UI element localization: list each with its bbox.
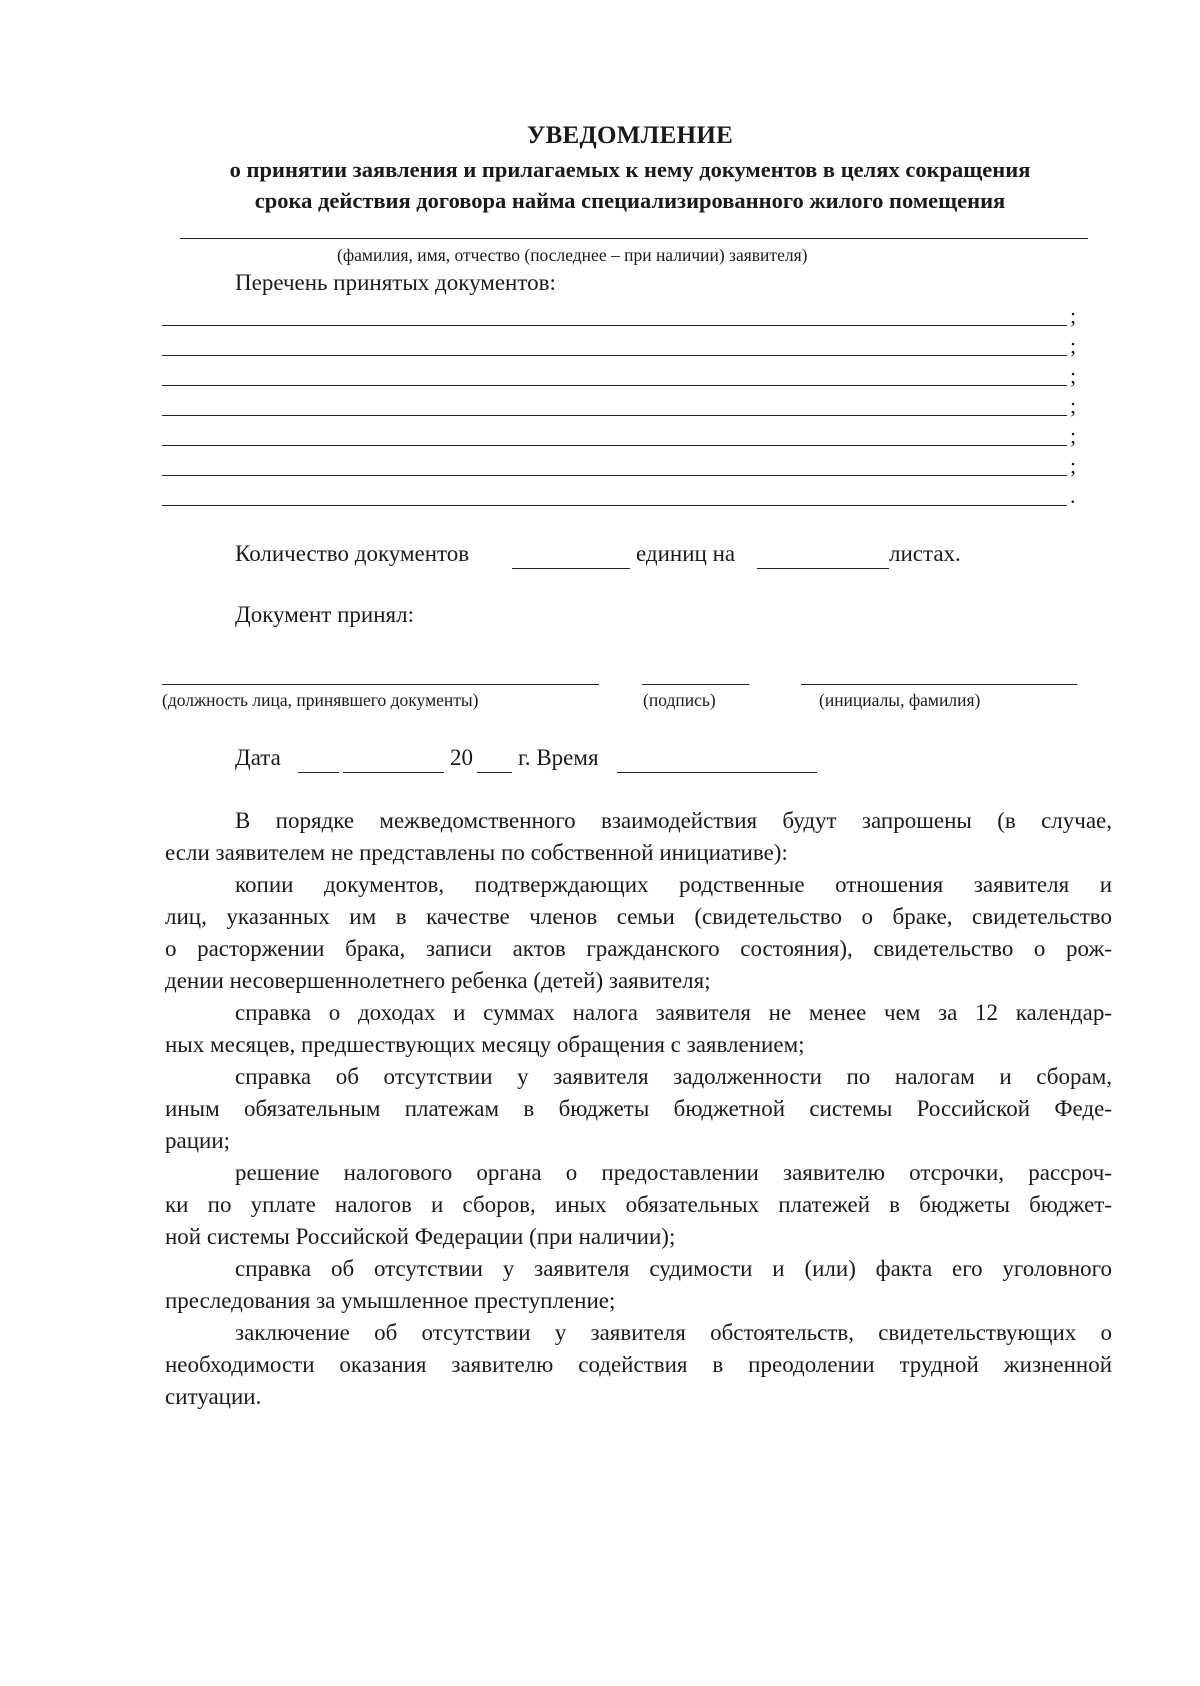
paragraph-line: рации;: [165, 1128, 231, 1153]
quantity-sheets-label: листах.: [889, 541, 961, 566]
document-entry-end-6: ;: [1070, 453, 1077, 478]
document-subtitle-line-1: о принятии заявления и прилагаемых к нему документов в целях сокращения: [229, 157, 1031, 182]
quantity-sheets-blank: [757, 568, 889, 569]
item-criminal-record-certificate: [165, 1253, 1112, 1317]
paragraph-line: если заявителем не представлены по собственной инициативе):: [165, 840, 788, 865]
paragraph-line: иным обязательным платежам в бюджеты бюджетной системы Российской Феде-: [165, 1096, 1112, 1121]
paragraph-line: В порядке межведомственного взаимодействия будут запрошены (в случае,: [235, 808, 1112, 833]
position-line: [162, 684, 599, 685]
paragraph-line: необходимости оказания заявителю содействия в преодолении трудной жизненной: [165, 1352, 1112, 1377]
date-label: Дата: [235, 745, 281, 770]
document-subtitle-line-2: срока действия договора найма специализированного жилого помещения: [254, 188, 1006, 213]
date-year-prefix: 20: [450, 745, 473, 770]
interagency-intro-paragraph: [165, 805, 1112, 869]
paragraph-line: ных месяцев, предшествующих месяцу обращения с заявлением;: [165, 1032, 805, 1057]
document-entry-end-7: .: [1070, 483, 1076, 508]
documents-heading: Перечень принятых документов:: [235, 270, 556, 295]
quantity-units-label: единиц на: [636, 541, 736, 566]
document-entry-line-2: [162, 355, 1067, 356]
paragraph-line: справка об отсутствии у заявителя судимости и (или) факта его уголовного: [235, 1256, 1112, 1281]
document-title: УВЕДОМЛЕНИЕ: [526, 122, 734, 149]
document-entry-line-4: [162, 415, 1067, 416]
item-hardship-conclusion: [165, 1317, 1112, 1413]
paragraph-line: ситуации.: [165, 1384, 262, 1409]
document-entry-line-5: [162, 445, 1067, 446]
item-tax-debt-certificate: [165, 1061, 1112, 1157]
acceptance-label: Документ принял:: [235, 602, 414, 627]
time-blank: [617, 772, 817, 773]
paragraph-line: справка об отсутствии у заявителя задолженности по налогам и сборам,: [235, 1064, 1112, 1089]
paragraph-line: копии документов, подтверждающих родственные отношения заявителя и: [235, 872, 1112, 897]
document-entry-end-2: ;: [1070, 333, 1077, 358]
position-caption: (должность лица, принявшего документы): [162, 690, 479, 710]
document-entry-end-3: ;: [1070, 363, 1077, 388]
paragraph-line: решение налогового органа о предоставлении заявителю отсрочки, рассроч-: [235, 1160, 1112, 1185]
paragraph-line: лиц, указанных им в качестве членов семьи (свидетельство о браке, свидетельство: [165, 904, 1112, 929]
document-entry-end-1: ;: [1070, 303, 1077, 328]
item-tax-deferral-decision: [165, 1157, 1112, 1253]
document-entry-end-4: ;: [1070, 393, 1077, 418]
paragraph-line: справка о доходах и суммах налога заявителя не менее чем за 12 календар-: [235, 1000, 1112, 1025]
paragraph-line: ки по уплате налогов и сборов, иных обязательных платежей в бюджеты бюджет-: [165, 1192, 1112, 1217]
signature-line: [642, 684, 749, 685]
name-line: [801, 684, 1077, 685]
paragraph-line: о расторжении брака, записи актов гражданского состояния), свидетельство о рож-: [165, 936, 1112, 961]
document-entry-line-7: [162, 505, 1067, 506]
signature-caption: (подпись): [643, 690, 716, 710]
quantity-label: Количество документов: [235, 541, 470, 566]
applicant-caption: (фамилия, имя, отчество (последнее – при наличии) заявителя): [337, 245, 808, 265]
quantity-count-blank: [512, 568, 630, 569]
paragraph-line: дении несовершеннолетнего ребенка (детей) заявителя;: [165, 968, 711, 993]
date-year-blank: [477, 772, 512, 773]
item-income-certificate: [165, 997, 1112, 1061]
date-day-blank: [298, 772, 339, 773]
document-entry-line-6: [162, 475, 1067, 476]
date-month-blank: [343, 772, 444, 773]
paragraph-line: заключение об отсутствии у заявителя обстоятельств, свидетельствующих о: [235, 1320, 1112, 1345]
item-kinship-documents: [165, 869, 1112, 997]
document-entry-line-1: [162, 325, 1067, 326]
document-entry-line-3: [162, 385, 1067, 386]
applicant-name-line: [180, 238, 1088, 239]
time-label: г. Время: [518, 745, 599, 770]
paragraph-line: преследования за умышленное преступление;: [165, 1288, 616, 1313]
name-caption: (инициалы, фамилия): [819, 690, 981, 710]
paragraph-line: ной системы Российской Федерации (при наличии);: [165, 1224, 676, 1249]
document-entry-end-5: ;: [1070, 423, 1077, 448]
